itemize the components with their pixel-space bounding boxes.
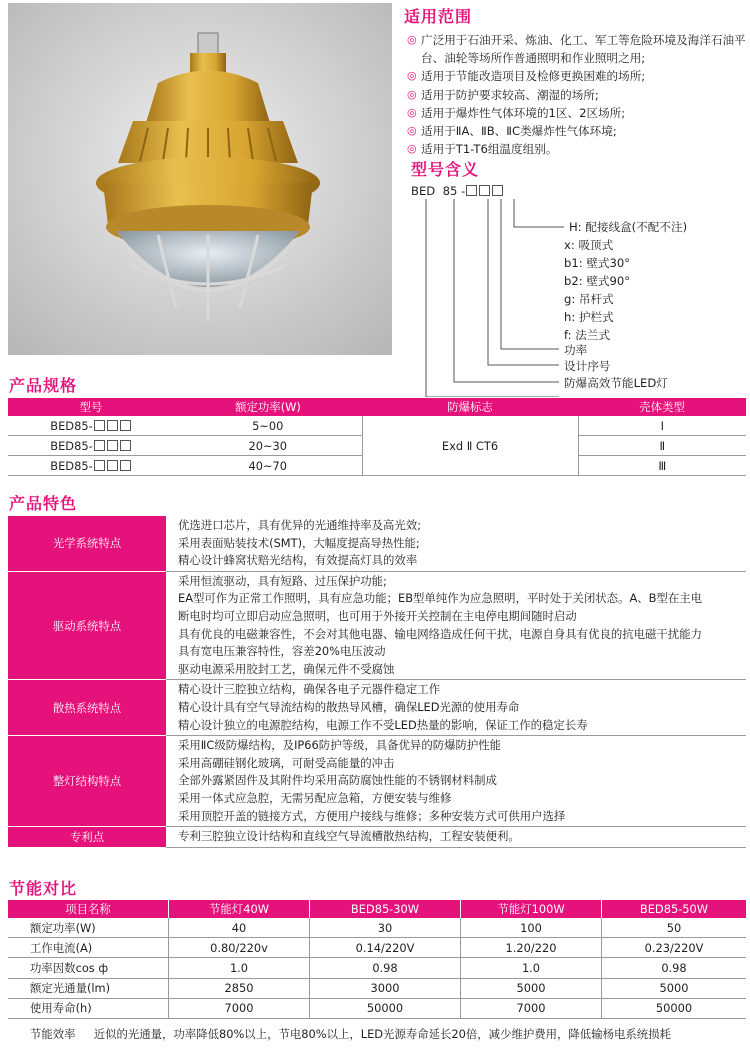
spec-model: BED85-	[8, 436, 174, 456]
energy-header: BED85-50W	[602, 900, 747, 918]
feature-label: 专利点	[8, 827, 166, 848]
product-photo	[8, 3, 392, 355]
model-label: x: 吸顶式	[564, 238, 614, 252]
spec-header-row	[8, 398, 746, 416]
energy-summary	[8, 1024, 746, 1044]
spec-power: 5~00	[174, 416, 362, 436]
feature-label: 光学系统特点	[8, 516, 166, 571]
model-label: b2: 壁式90°	[564, 274, 631, 288]
spec-header: 额定功率(W)	[174, 398, 362, 416]
feature-label: 散热系统特点	[8, 680, 166, 736]
application-item	[404, 104, 750, 122]
applications-title: 适用范围	[404, 7, 473, 26]
energy-header-row	[8, 900, 746, 918]
model-code-dash: -	[461, 184, 466, 198]
spec-power: 20~30	[174, 436, 362, 456]
application-text: 适用于防护要求较高、潮湿的场所;	[421, 87, 599, 102]
bullseye-icon: ◎	[407, 142, 417, 156]
energy-header: 项目名称	[8, 900, 169, 918]
spec-table	[8, 398, 746, 476]
feature-content: 精心设计三腔独立结构，确保各电子元器件稳定工作 精心设计具有空气导流结构的散热导风槽，确保LED光源的使用寿命 精心设计独立的电源腔结构，电源工作不受LED热量的影响，保证工作的稳定长寿	[166, 680, 746, 736]
bullseye-icon: ◎	[407, 105, 417, 119]
feature-label: 整灯结构特点	[8, 736, 166, 827]
application-text: 广泛用于石油开采、炼油、化工、军工等危险环境及海洋石油平台、油轮等场所作普通照明和作业照明之用;	[421, 33, 746, 66]
model-label: 防爆高效节能LED灯	[564, 376, 668, 390]
model-label: 设计序号	[564, 359, 611, 373]
energy-header: 节能灯40W	[169, 900, 310, 918]
feature-row	[8, 827, 746, 848]
bullseye-icon: ◎	[407, 124, 417, 138]
table-row: 额定功率(W) 40 30 100 50	[8, 918, 746, 938]
model-label: b1: 壁式30°	[564, 256, 631, 270]
application-text: 适用于T1-T6组温度组别。	[421, 142, 558, 157]
application-text: 适用于ⅡA、ⅡB、ⅡC类爆炸性气体环境;	[421, 124, 617, 139]
applications-list	[404, 31, 750, 158]
table-row: 工作电流(A) 0.80/220v 0.14/220V 1.20/220 0.23/220V	[8, 938, 746, 958]
energy-summary-text: 近似的光通量，功率降低80%以上，节电80%以上，LED光源寿命延长20倍，减少维护费用，降低输杨电系统损耗	[93, 1027, 671, 1041]
feature-row	[8, 516, 746, 571]
spec-shell: Ⅲ	[578, 456, 746, 476]
application-item	[404, 67, 750, 85]
application-item	[404, 86, 750, 104]
model-label: f: 法兰式	[564, 328, 611, 342]
spec-model: BED85-	[8, 456, 174, 476]
model-meaning-title: 型号含义	[411, 160, 480, 179]
spec-header: 壳体类型	[578, 398, 746, 416]
energy-table	[8, 900, 746, 1019]
model-code-prefix: BED	[411, 184, 436, 198]
spec-power: 40~70	[174, 456, 362, 476]
table-row: 使用寿命(h) 7000 50000 7000 50000	[8, 998, 746, 1018]
application-item	[404, 140, 750, 158]
spec-exmark: Exd Ⅱ CT6	[362, 416, 578, 476]
model-label: g: 吊杆式	[564, 292, 614, 306]
model-label: H: 配接线盒(不配不注)	[569, 220, 688, 234]
features-title: 产品特色	[9, 494, 78, 513]
applications-section	[404, 4, 750, 158]
explosion-proof-lamp-image	[8, 3, 392, 355]
energy-header: BED85-30W	[310, 900, 461, 918]
application-item	[404, 122, 750, 140]
application-item	[404, 31, 750, 67]
energy-header: 节能灯100W	[461, 900, 602, 918]
spec-shell: Ⅱ	[578, 436, 746, 456]
feature-content: 采用ⅡC级防爆结构，及IP66防护等级，具备优异的防爆防护性能 采用高硼硅钢化玻璃，可耐受高能量的冲击 全部外露紧固件及其附件均采用高防腐蚀性能的不锈钢材料制成 采用一体式应急腔，无需另配应急箱，方便安装与维修 采用顶腔开盖的链接方式，方便用户接线与维修；多种安装方式可供用户选择	[166, 736, 746, 827]
application-text: 适用于节能改造项目及检修更换困难的场所;	[421, 69, 646, 84]
features-table	[8, 516, 746, 848]
feature-content: 采用恒流驱动，具有短路、过压保护功能; EA型可作为正常工作照明，具有应急功能；EB型单纯作为应急照明，平时处于关闭状态。A、B型在主电 断电时均可立即启动应急照明，也可用于外接开关控制在主电停电期间随时启动 具有优良的电磁兼容性，不会对其他电器、输电网络造成任何干扰，电源自身具有优良的抗电磁干扰能力 具有宽电压兼容特性，容差20%电压波动 驱动电源采用胶封工艺，确保元件不受腐蚀	[166, 571, 746, 680]
feature-content: 专利三腔独立设计结构和直线空气导流槽散热结构，工程安装便利。	[166, 827, 746, 848]
spec-header: 型号	[8, 398, 174, 416]
model-label: 功率	[564, 343, 588, 357]
bullseye-icon: ◎	[407, 87, 417, 101]
spec-title: 产品规格	[9, 376, 78, 395]
bullseye-icon: ◎	[407, 69, 417, 83]
application-text: 适用于爆炸性气体环境的1区、2区场所;	[421, 105, 626, 120]
spec-header: 防爆标志	[362, 398, 578, 416]
spec-shell: Ⅰ	[578, 416, 746, 436]
model-meaning-section	[404, 157, 750, 397]
table-row	[8, 416, 746, 436]
table-row: 功率因数cos ф 1.0 0.98 1.0 0.98	[8, 958, 746, 978]
feature-row	[8, 571, 746, 680]
energy-summary-label: 节能效率	[30, 1027, 76, 1041]
energy-title: 节能对比	[9, 879, 78, 898]
feature-row	[8, 736, 746, 827]
feature-row	[8, 680, 746, 736]
model-code-power: 85	[442, 184, 458, 198]
spec-model: BED85-	[8, 416, 174, 436]
feature-content: 优选进口芯片，具有优异的光通维持率及高光效; 采用表面贴装技术(SMT)，大幅度提高导热性能; 精心设计蜂窝状赔光结构，有效提高灯具的效率	[166, 516, 746, 571]
model-label: h: 护栏式	[564, 310, 614, 324]
bullseye-icon: ◎	[407, 33, 417, 46]
feature-label: 驱动系统特点	[8, 571, 166, 680]
table-row: 额定光通量(lm) 2850 3000 5000 5000	[8, 978, 746, 998]
